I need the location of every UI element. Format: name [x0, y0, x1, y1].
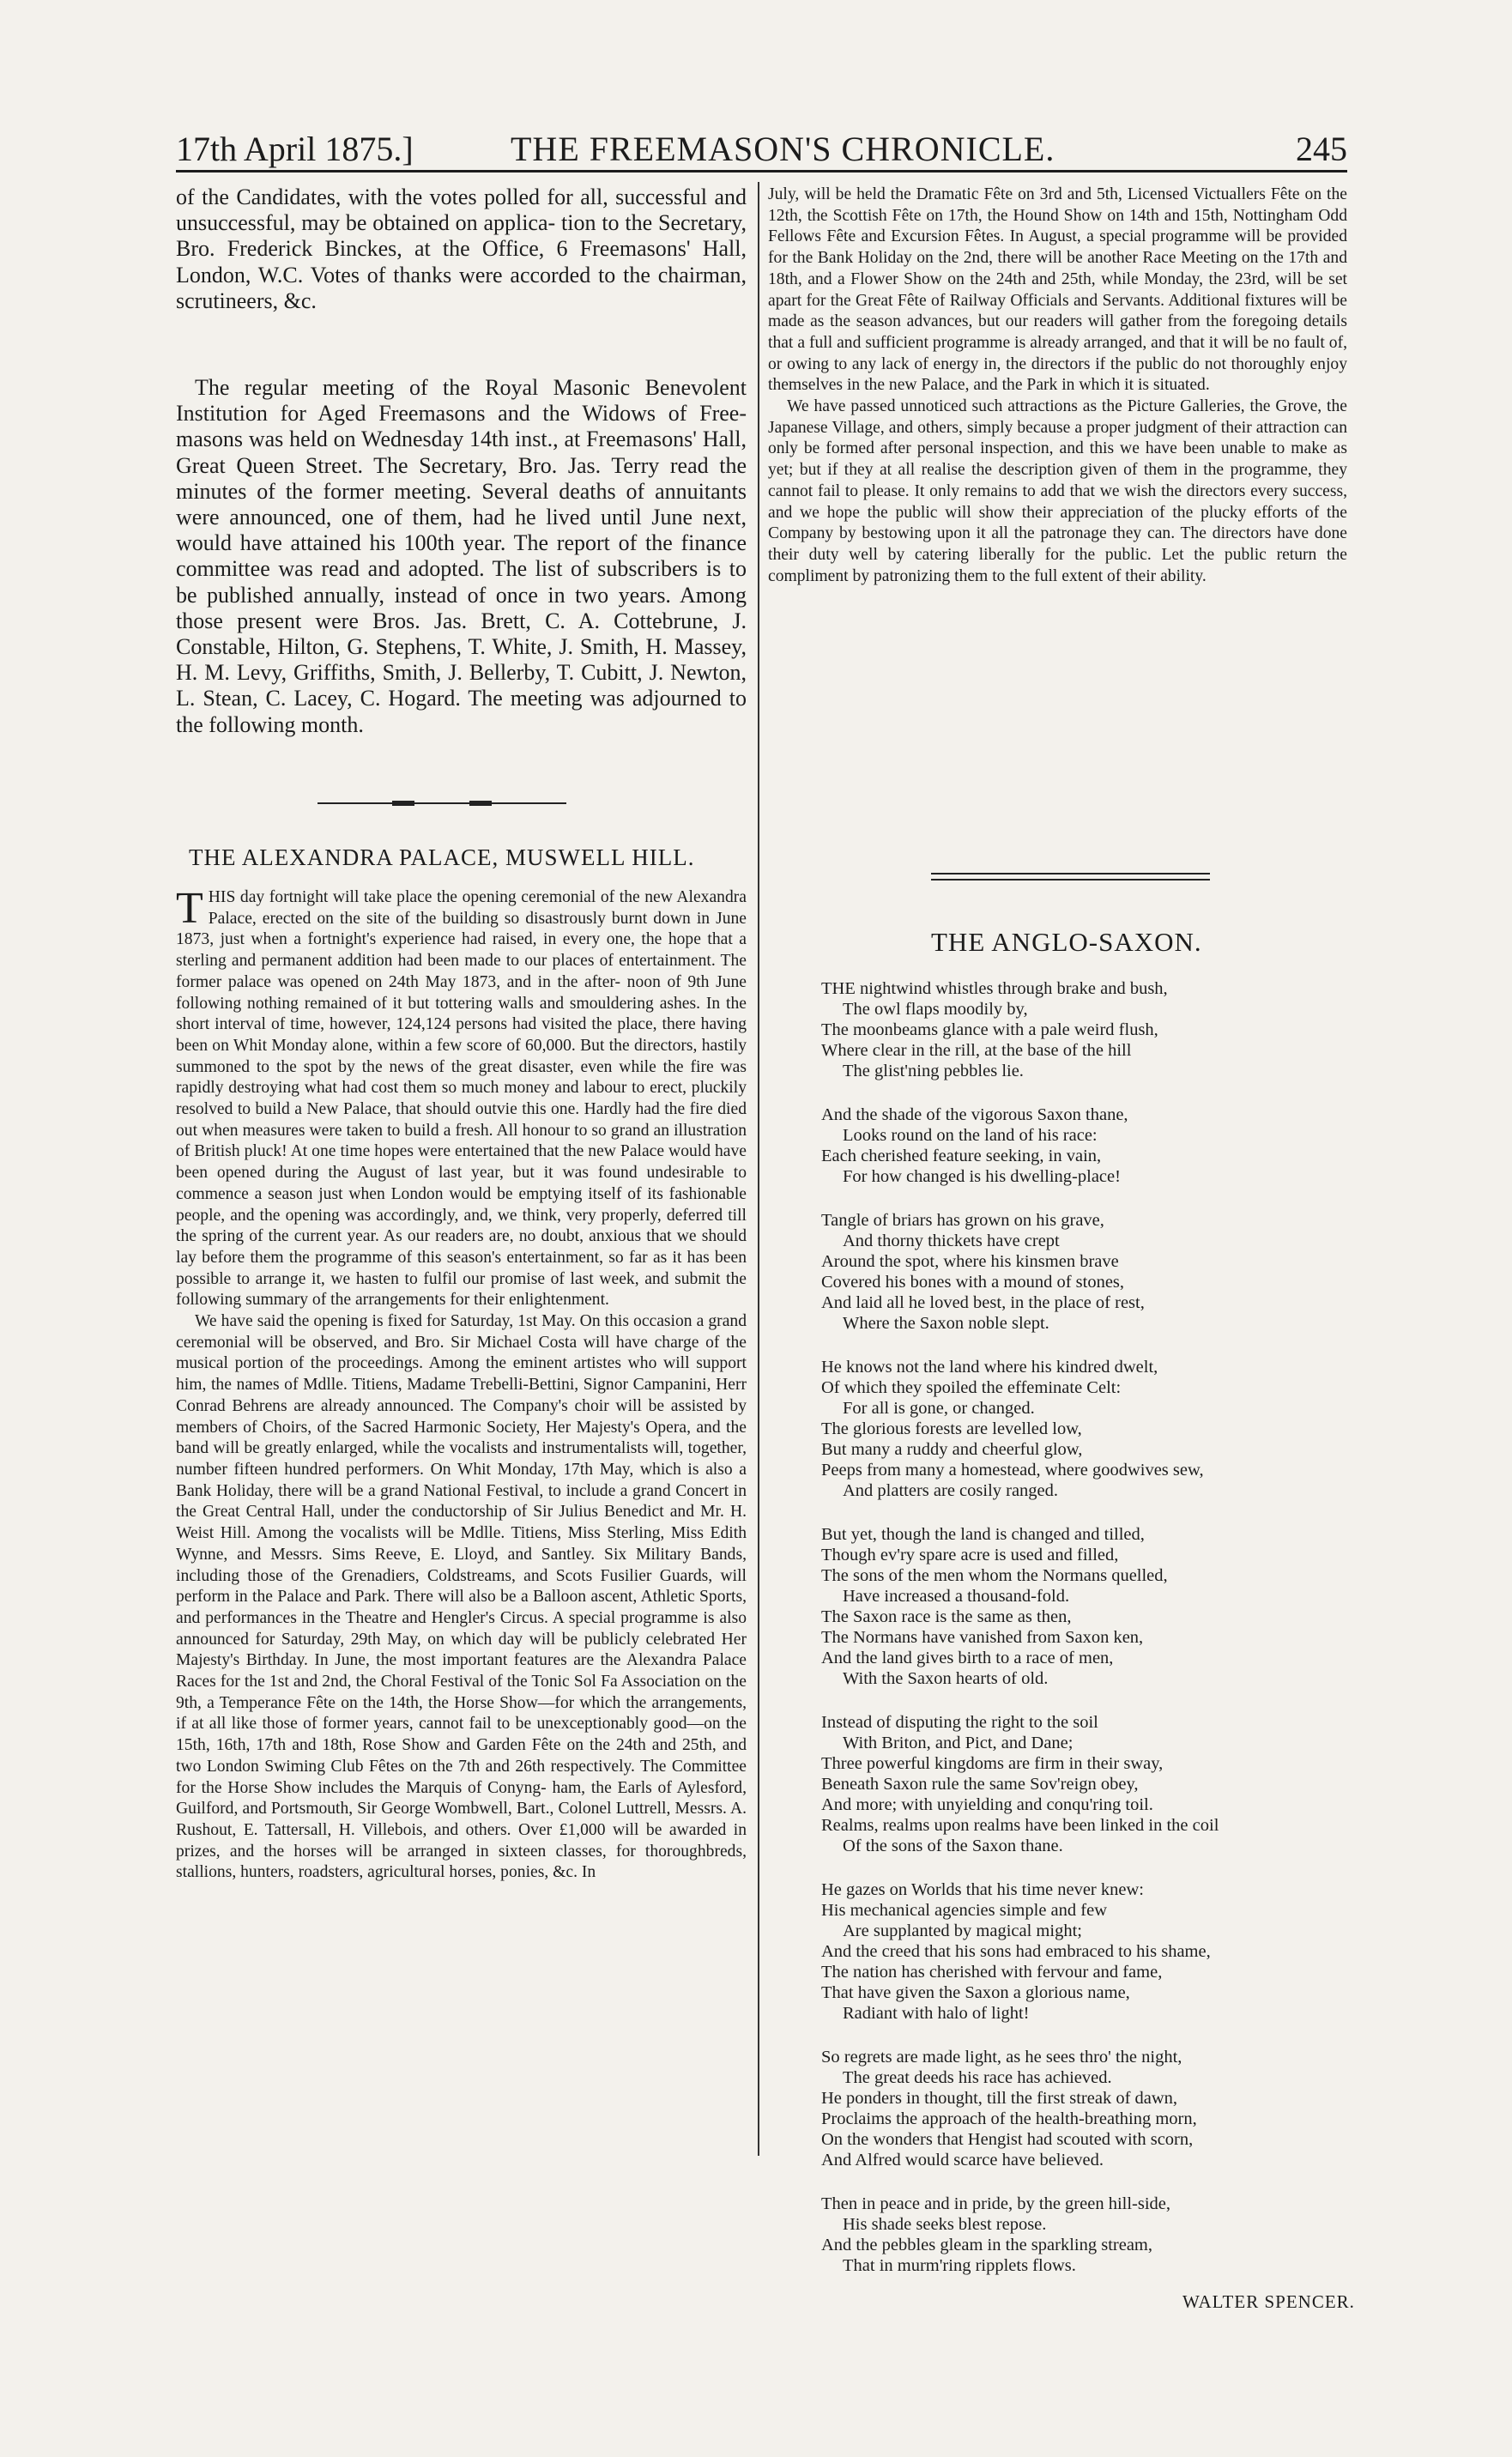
poem-line: Though ev'ry spare acre is used and filled,	[821, 1546, 1119, 1564]
poem-line: Proclaims the approach of the health-breathing morn,	[821, 2109, 1197, 2128]
poem-line: With the Saxon hearts of old.	[843, 1669, 1049, 1688]
page-number: 245	[1296, 130, 1347, 168]
poem-line: And platters are cosily ranged.	[843, 1481, 1059, 1500]
poem-stanza	[821, 1357, 1336, 1501]
section-ornament	[318, 802, 566, 804]
rmbi-meeting-article	[176, 375, 747, 738]
poem-line: Have increased a thousand-fold.	[843, 1587, 1070, 1606]
continuation-paragraph-1: July, will be held the Dramatic Fête on 3rd and 5th, Licensed Victuallers Fête on the 12th, the Scottish Fête on 17th, the Hound Show on 14th and 15th, Nottingham Odd Fellows Fête and Excursion Fêtes. In August, a special programme will be provided for the Bank Holiday on the 2nd, there will be another Race Meeting on the 17th and 18th, and a Flower Show on the 24th and 25th, while Monday, the 23rd, will be set apart for the Great Fête of Railway Officials and Servants. Additional fixtures will be made as the season advances, but our readers will gather from the foregoing details that a full and sufficient programme is already arranged, and that it will be no fault of, or owing to any lack of energy in, the directors if the public do not thoroughly enjoy themselves in the new Palace, and the Park in which it is situated.	[768, 185, 1347, 395]
poem-line: THE nightwind whistles through brake and bush,	[821, 979, 1168, 998]
poem-line: And the creed that his sons had embraced to his shame,	[821, 1942, 1211, 1961]
alexandra-paragraph-1	[176, 884, 747, 1311]
poem-line: His shade seeks blest repose.	[843, 2215, 1047, 2234]
issue-date: 17th April 1875.]	[176, 130, 414, 168]
alexandra-paragraph-2: We have said the opening is fixed for Saturday, 1st May. On this occasion a grand ceremonial will be observed, and Bro. Sir Michael Costa will have charge of the musical portion of the proceedings. Among the eminent artistes who will support him, the names of Mdlle. Titiens, Madame Trebelli-Bettini, Signor Campanini, Herr Conrad Behrens are already announced. The Company's choir will be assisted by members of Choirs, of the Sacred Harmonic Society, Her Majesty's Opera, and the band will be greatly enlarged, while the vocalists and instrumentalists will, together, number fifteen hundred performers. On Whit Monday, 17th May, which is also a Bank Holiday, there will be a grand National Festival, to include a grand Concert in the Great Central Hall, under the conductorship of Sir Julius Benedict and Mr. H. Weist Hill. Among the vocalists will be Mdlle. Titiens, Miss Sterling, Miss Edith Wynne, and Messrs. Sims Reeve, E. Lloyd, and Santley. Six Military Bands, including those of the Grenadiers, Coldstreams, and Scots Fusilier Guards, will perform in the Palace and Park. There will also be a Balloon ascent, Athletic Sports, and performances in the Theatre and Hengler's Circus. A special programme is also announced for Saturday, 29th May, on which day will be publicly celebrated Her Majesty's Birthday. In June, the most important features are the Alexandra Palace Races for the 1st and 2nd, the Choral Festival of the Tonic Sol Fa Association on the 9th, a Temperance Fête on the 14th, the Horse Show—for which the arrangements, if at all like those of former years, cannot fail to be unexceptionably good—on the 15th, 16th, 17th and 18th, Rose Show and Garden Fête on the 24th and 25th, and two London Swiming Club Fêtes on the 7th and 26th respectively. The Committee for the Horse Show includes the Marquis of Conyng- ham, the Earls of Aylesford, Guilford, and Portsmouth, Sir George Wombwell, Bart., Colonel Luttrell, Messrs. A. Rushout, E. Tattersall, H. Villebois, and others. Over £1,000 will be awarded in prizes, and the horses will be arranged in sixteen classes, for thoroughbreds, stallions, hunters, roadsters, agricultural horses, ponies, &c. In	[176, 1312, 747, 1882]
column-divider	[758, 182, 759, 2156]
poem-line: With Briton, and Pict, and Dane;	[843, 1734, 1074, 1752]
poem-line: That have given the Saxon a glorious name,	[821, 1983, 1130, 2002]
poem-line: He ponders in thought, till the first streak of dawn,	[821, 2089, 1178, 2108]
poem-line: And thorny thickets have crept	[843, 1232, 1060, 1250]
rmbi-paragraph: The regular meeting of the Royal Masonic Benevolent Institution for Aged Freemasons and the Widows of Free- masons was held on Wednesday 14th inst., at Freemasons' Hall, Great Queen Street. The Secretary, Bro. Jas. Terry read the minutes of the former meeting. Several deaths of annuitants were announced, one of them, had he lived until June next, would have attained his 100th year. The report of the finance committee was read and adopted. The list of subscribers is to be published annually, instead of once in two years. Among those present were Bros. Jas. Brett, C. A. Cottebrune, J. Constable, Hilton, G. Stephens, T. White, J. Smith, H. Massey, H. M. Levy, Griffiths, Smith, J. Bellerby, T. Cubitt, J. Newton, L. Stean, C. Lacey, C. Hogard. The meeting was adjourned to the following month.	[176, 375, 747, 737]
header-rule	[176, 170, 1347, 172]
poem-line: The nation has cherished with fervour and fame,	[821, 1963, 1163, 1982]
alexandra-palace-headline: THE ALEXANDRA PALACE, MUSWELL HILL.	[189, 844, 695, 870]
poem-line: He knows not the land where his kindred dwelt,	[821, 1358, 1158, 1377]
poem-line: For how changed is his dwelling-place!	[843, 1167, 1121, 1186]
poem-line: The glorious forests are levelled low,	[821, 1419, 1082, 1438]
alexandra-palace-article	[176, 884, 747, 1884]
poem-line: And the shade of the vigorous Saxon thane,	[821, 1105, 1128, 1124]
poem-line: Covered his bones with a mound of stones,	[821, 1273, 1125, 1292]
poem-line: And more; with unyielding and conqu'ring toil.	[821, 1795, 1153, 1814]
poem-stanza	[821, 1524, 1336, 1689]
poem-line: Are supplanted by magical might;	[843, 1921, 1082, 1940]
candidates-paragraph-block	[176, 185, 747, 314]
poem-author-signature: WALTER SPENCER.	[1182, 2291, 1355, 2312]
candidates-paragraph: of the Candidates, with the votes polled for all, successful and unsuccessful, may be obtained on applica- tion to the Secretary, Bro. Frederick Binckes, at the Office, 6 Freemasons' Hall, London, W.C. Votes of thanks were accorded to the chairman, scrutineers, &c.	[176, 185, 747, 313]
poem-stanza	[821, 1712, 1336, 1856]
poem-line: The great deeds his race has achieved.	[843, 2068, 1112, 2087]
poem-body	[821, 978, 1336, 2299]
poem-line: The moonbeams glance with a pale weird flush,	[821, 1020, 1158, 1039]
running-head	[176, 129, 1347, 170]
publication-title: THE FREEMASON'S CHRONICLE.	[511, 130, 1055, 168]
poem-stanza	[821, 1210, 1336, 1334]
poem-line: Where clear in the rill, at the base of the hill	[821, 1041, 1132, 1060]
poem-line: And the land gives birth to a race of men,	[821, 1649, 1114, 1667]
poem-stanza	[821, 1104, 1336, 1187]
poem-line: But many a ruddy and cheerful glow,	[821, 1440, 1083, 1459]
poem-line: Three powerful kingdoms are firm in their sway,	[821, 1754, 1164, 1773]
poem-line: Then in peace and in pride, by the green hill-side,	[821, 2194, 1171, 2213]
alexandra-paragraph-1-text: HIS day fortnight will take place the opening ceremonial of the new Alexandra Palace, erected on the site of the building so disastrously burnt down in June 1873, just when a fortnight's experience had raised, in every one, the hope that a sterling and permanent addition had been made to our places of entertainment. The former palace was opened on 24th May 1873, and in the after- noon of 9th June following nothing remained of it but tottering walls and smouldering ashes. In the short interval of time, however, 124,124 persons had visited the place, there having been on Whit Monday alone, within a few score of 60,000. But the directors, hastily summoned to the spot by the news of the great disaster, even while the fire was rapidly destroying what had cost them so much money and labour to erect, pluckily resolved to build a New Palace, that should outvie this one. Hardly had the fire died out when measures were taken to build a fresh. All honour to so grand an illustration of British pluck! At one time hopes were entertained that the new Palace would have been opened during the August of last year, but it was found undesirable to commence a season just when London would be emptying itself of its fashionable people, and the opening was accordingly, and, we think, very properly, deferred till the spring of the current year. As our readers are, no doubt, anxious that we should lay before them the programme of this season's entertainment, so far as it has been possible to arrange it, we hasten to fulfil our promise of last week, and submit the following summary of the arrangements for their enlightenment.	[176, 888, 747, 1310]
poem-line: Looks round on the land of his race:	[843, 1126, 1098, 1145]
poem-stanza	[821, 1879, 1336, 2024]
poem-line: The Normans have vanished from Saxon ken,	[821, 1628, 1144, 1647]
poem-stanza	[821, 2047, 1336, 2170]
poem-stanza	[821, 2194, 1336, 2276]
poem-line: Beneath Saxon rule the same Sov'reign obey,	[821, 1775, 1139, 1794]
poem-line: The glist'ning pebbles lie.	[843, 1062, 1024, 1080]
poem-stanza	[821, 978, 1336, 1081]
alexandra-continuation	[768, 185, 1347, 587]
poem-line: Tangle of briars has grown on his grave,	[821, 1211, 1104, 1230]
double-rule-divider	[931, 873, 1210, 881]
poem-line: The owl flaps moodily by,	[843, 1000, 1028, 1019]
poem-line: The sons of the men whom the Normans quelled,	[821, 1566, 1168, 1585]
poem-line: Each cherished feature seeking, in vain,	[821, 1147, 1102, 1165]
poem-title: THE ANGLO-SAXON.	[931, 927, 1202, 957]
poem-line: Around the spot, where his kinsmen brave	[821, 1252, 1119, 1271]
poem-line: Radiant with halo of light!	[843, 2004, 1030, 2023]
poem-line: Instead of disputing the right to the soil	[821, 1713, 1098, 1732]
poem-line: Where the Saxon noble slept.	[843, 1314, 1049, 1333]
poem-line: His mechanical agencies simple and few	[821, 1901, 1107, 1920]
poem-line: For all is gone, or changed.	[843, 1399, 1035, 1418]
poem-line: Peeps from many a homestead, where goodwives sew,	[821, 1461, 1204, 1480]
continuation-paragraph-2: We have passed unnoticed such attractions as the Picture Galleries, the Grove, the Japanese Village, and others, simply because a proper judgment of their attraction can only be formed after personal inspection, and this we have been unable to make as yet; but if they at all realise the description given of them in the programme, they cannot fail to please. It only remains to add that we wish the directors every success, and we hope the public will show their appreciation of the plucky efforts of the Company by bestowing upon it all the patronage they can. The directors have done their duty well by catering liberally for the public. Let the public return the compliment by patronizing them to the full extent of their ability.	[768, 397, 1347, 585]
poem-line: So regrets are made light, as he sees thro' the night,	[821, 2048, 1182, 2067]
poem-line: That in murm'ring ripplets flows.	[843, 2256, 1076, 2275]
poem-line: Of which they spoiled the effeminate Celt:	[821, 1378, 1122, 1397]
poem-line: Of the sons of the Saxon thane.	[843, 1837, 1063, 1855]
drop-cap: T	[176, 884, 203, 933]
poem-line: And the pebbles gleam in the sparkling stream,	[821, 2236, 1152, 2254]
poem-line: The Saxon race is the same as then,	[821, 1607, 1072, 1626]
poem-line: But yet, though the land is changed and tilled,	[821, 1525, 1145, 1544]
poem-line: Realms, realms upon realms have been linked in the coil	[821, 1816, 1219, 1835]
poem-line: And laid all he loved best, in the place of rest,	[821, 1293, 1145, 1312]
poem-line: And Alfred would scarce have believed.	[821, 2151, 1104, 2170]
poem-line: He gazes on Worlds that his time never knew:	[821, 1880, 1144, 1899]
poem-line: On the wonders that Hengist had scouted with scorn,	[821, 2130, 1194, 2149]
